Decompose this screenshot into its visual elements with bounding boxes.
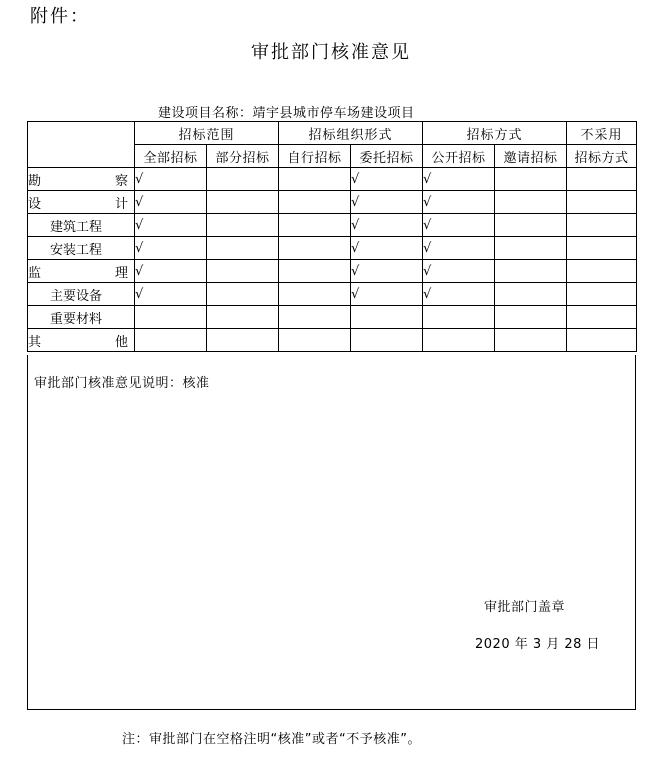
project-name: 建设项目名称：靖宇县城市停车场建设项目: [158, 106, 415, 121]
empty-cell: [495, 214, 567, 237]
row-label: [28, 168, 135, 191]
table-body: [28, 168, 637, 352]
empty-cell: [495, 306, 567, 329]
empty-cell: [423, 329, 495, 352]
empty-cell: [567, 283, 637, 306]
corner-cell: [28, 122, 135, 168]
empty-cell: [567, 214, 637, 237]
header-not-adopted-top: 不采用: [567, 122, 637, 145]
empty-cell: [423, 306, 495, 329]
empty-cell: [567, 191, 637, 214]
header-organization: 招标组织形式: [279, 122, 423, 145]
empty-cell: [279, 283, 351, 306]
check-mark-cell: √: [351, 168, 423, 191]
empty-cell: [495, 237, 567, 260]
page-title: 审批部门核准意见: [251, 42, 411, 63]
empty-cell: [135, 329, 207, 352]
empty-cell: [567, 260, 637, 283]
check-mark-cell: √: [423, 168, 495, 191]
check-mark-cell: √: [135, 283, 207, 306]
footnote: 注：审批部门在空格注明“核准”或者“不予核准”。: [122, 732, 421, 747]
check-mark-cell: √: [135, 237, 207, 260]
check-mark-cell: √: [135, 214, 207, 237]
check-mark-cell: √: [423, 260, 495, 283]
check-mark-cell: √: [423, 214, 495, 237]
row-label-first-char: 监: [28, 265, 42, 281]
check-mark-cell: √: [351, 260, 423, 283]
empty-cell: [495, 168, 567, 191]
empty-cell: [567, 168, 637, 191]
row-label: [28, 283, 135, 306]
empty-cell: [279, 329, 351, 352]
seal-text: 审批部门盖章: [484, 600, 566, 615]
empty-cell: [351, 329, 423, 352]
check-mark-cell: √: [423, 283, 495, 306]
row-label-spread: [28, 170, 134, 189]
row-label: [28, 260, 135, 283]
empty-cell: [207, 191, 279, 214]
empty-cell: [207, 214, 279, 237]
row-label-text: 主要设备: [50, 288, 103, 304]
check-mark-cell: √: [423, 191, 495, 214]
empty-cell: [207, 260, 279, 283]
header-method: 招标方式: [423, 122, 567, 145]
empty-cell: [351, 306, 423, 329]
empty-cell: [135, 306, 207, 329]
empty-cell: [207, 306, 279, 329]
empty-cell: [207, 329, 279, 352]
row-label-first-char: 勘: [28, 173, 42, 189]
row-label-spread: [28, 331, 134, 350]
row-label-last-char: 计: [114, 196, 128, 212]
empty-cell: [207, 283, 279, 306]
opinion-box: [27, 355, 636, 710]
check-mark-cell: √: [351, 214, 423, 237]
table-row: [28, 306, 637, 329]
check-mark-cell: √: [351, 237, 423, 260]
empty-cell: [279, 260, 351, 283]
row-label-last-char: 理: [114, 265, 128, 281]
empty-cell: [279, 191, 351, 214]
check-mark-cell: √: [135, 191, 207, 214]
row-label: [28, 237, 135, 260]
table-row: [28, 260, 637, 283]
header-partial-tender: 部分招标: [207, 145, 279, 168]
empty-cell: [495, 329, 567, 352]
attachment-label: 附件：: [30, 6, 90, 27]
check-mark-cell: √: [135, 260, 207, 283]
header-not-adopted-bottom: 招标方式: [567, 145, 637, 168]
header-open-tender: 公开招标: [423, 145, 495, 168]
empty-cell: [567, 237, 637, 260]
empty-cell: [279, 214, 351, 237]
row-label: [28, 191, 135, 214]
check-mark-cell: √: [135, 168, 207, 191]
row-label-spread: [28, 193, 134, 212]
empty-cell: [567, 306, 637, 329]
empty-cell: [279, 237, 351, 260]
row-label-text: 安装工程: [50, 242, 103, 258]
table-row: [28, 191, 637, 214]
header-full-tender: 全部招标: [135, 145, 207, 168]
header-row-1: [28, 122, 637, 145]
table-row: [28, 283, 637, 306]
empty-cell: [279, 306, 351, 329]
row-label-last-char: 他: [114, 334, 128, 350]
check-mark-cell: √: [351, 191, 423, 214]
row-label-text: 建筑工程: [50, 219, 103, 235]
row-label: [28, 306, 135, 329]
table-row: [28, 329, 637, 352]
empty-cell: [567, 329, 637, 352]
table-row: [28, 237, 637, 260]
header-invited-tender: 邀请招标: [495, 145, 567, 168]
table-row: [28, 168, 637, 191]
row-label-spread: [28, 262, 134, 281]
opinion-text: 审批部门核准意见说明：核准: [34, 376, 210, 391]
empty-cell: [207, 168, 279, 191]
header-scope: 招标范围: [135, 122, 279, 145]
approval-table: [27, 121, 637, 352]
empty-cell: [495, 191, 567, 214]
empty-cell: [495, 260, 567, 283]
row-label-first-char: 其: [28, 334, 42, 350]
row-label: [28, 214, 135, 237]
empty-cell: [495, 283, 567, 306]
table-row: [28, 214, 637, 237]
row-label: [28, 329, 135, 352]
row-label-last-char: 察: [114, 173, 128, 189]
empty-cell: [279, 168, 351, 191]
check-mark-cell: √: [351, 283, 423, 306]
row-label-first-char: 设: [28, 196, 42, 212]
header-self-tender: 自行招标: [279, 145, 351, 168]
approval-date: 2020 年 3 月 28 日: [475, 637, 601, 652]
check-mark-cell: √: [423, 237, 495, 260]
row-label-text: 重要材料: [50, 311, 103, 327]
header-entrusted-tender: 委托招标: [351, 145, 423, 168]
empty-cell: [207, 237, 279, 260]
